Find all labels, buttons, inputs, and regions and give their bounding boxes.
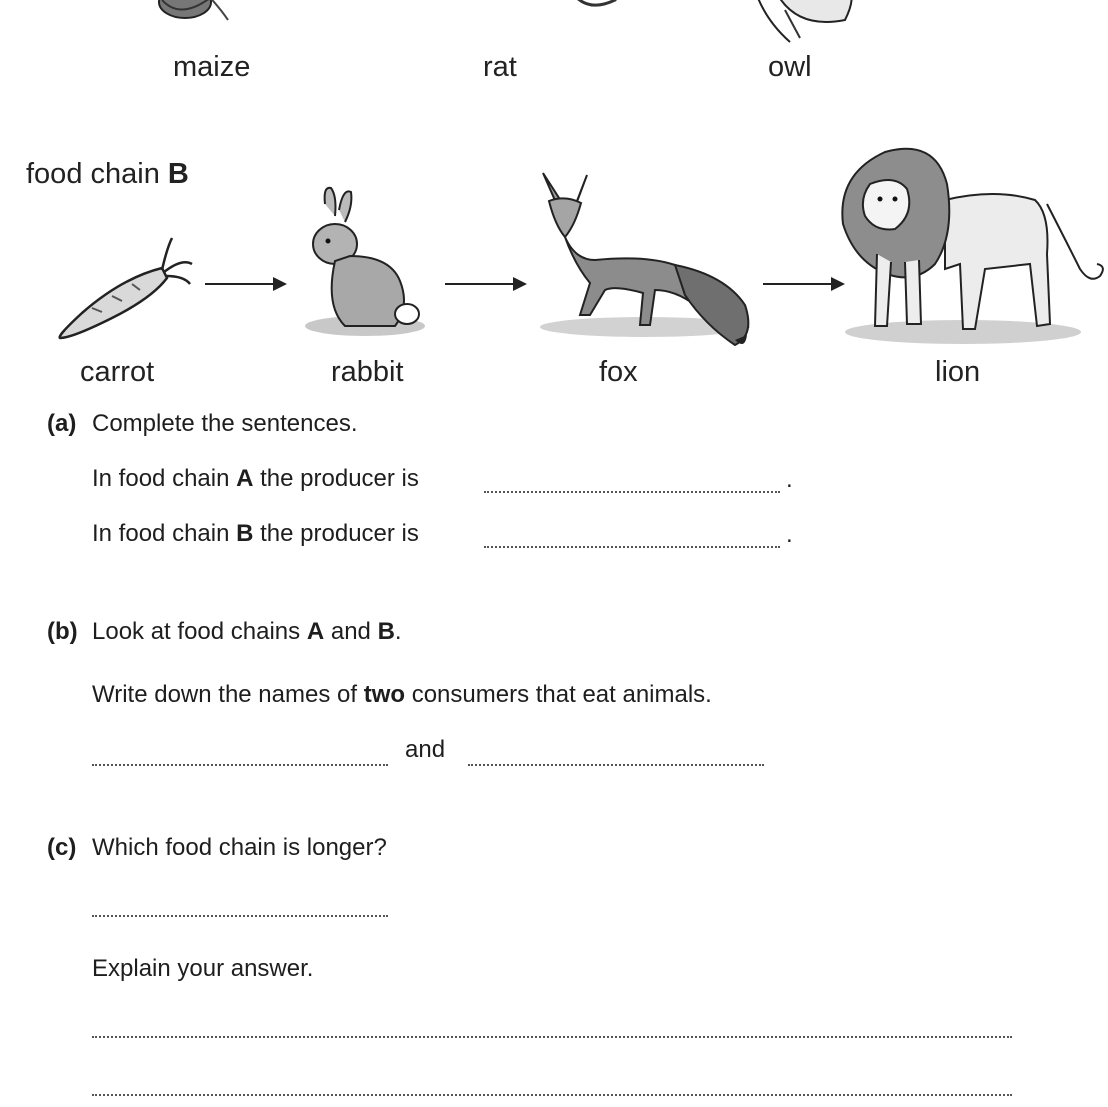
owl-image	[745, 0, 865, 50]
rat-image	[440, 0, 620, 20]
and-word: and	[405, 736, 446, 763]
answer-b-producer-line[interactable]	[484, 546, 780, 548]
answer-longer-chain-line[interactable]	[92, 915, 388, 917]
part-b-label: (b)	[47, 618, 78, 645]
part-c-question: Which food chain is longer?	[92, 834, 387, 861]
explain-prompt: Explain your answer.	[92, 955, 314, 982]
part-b-question-1: Look at food chains A and B.	[92, 618, 402, 645]
carrot-label: carrot	[80, 356, 155, 388]
answer-consumer-1-line[interactable]	[92, 764, 388, 766]
arrow-carrot-rabbit	[205, 283, 285, 285]
food-chain-b-title: food chain B	[26, 158, 189, 190]
rat-label: rat	[483, 51, 517, 83]
sentence-a-period: .	[786, 466, 793, 493]
fox-label: fox	[599, 356, 638, 388]
lion-label: lion	[935, 356, 981, 388]
lion-image	[835, 144, 1107, 352]
part-a-label: (a)	[47, 410, 77, 437]
owl-label: owl	[768, 51, 812, 83]
part-b-question-2: Write down the names of two consumers that eat animals.	[92, 681, 712, 708]
explain-answer-line-1[interactable]	[92, 1036, 1012, 1038]
arrow-rabbit-fox	[445, 283, 525, 285]
fox-image	[535, 165, 760, 355]
part-a-prompt: Complete the sentences.	[92, 410, 358, 437]
sentence-b-text: In food chain B the producer is	[92, 520, 419, 547]
arrow-fox-lion	[763, 283, 843, 285]
maize-label: maize	[173, 51, 251, 83]
part-c-label: (c)	[47, 834, 77, 861]
sentence-b-period: .	[786, 521, 793, 548]
rabbit-label: rabbit	[331, 356, 404, 388]
rabbit-image	[295, 186, 425, 338]
maize-image	[150, 0, 230, 35]
carrot-image	[52, 238, 197, 343]
answer-a-producer-line[interactable]	[484, 491, 780, 493]
answer-consumer-2-line[interactable]	[468, 764, 764, 766]
explain-answer-line-2[interactable]	[92, 1094, 1012, 1096]
sentence-a-text: In food chain A the producer is	[92, 465, 419, 492]
